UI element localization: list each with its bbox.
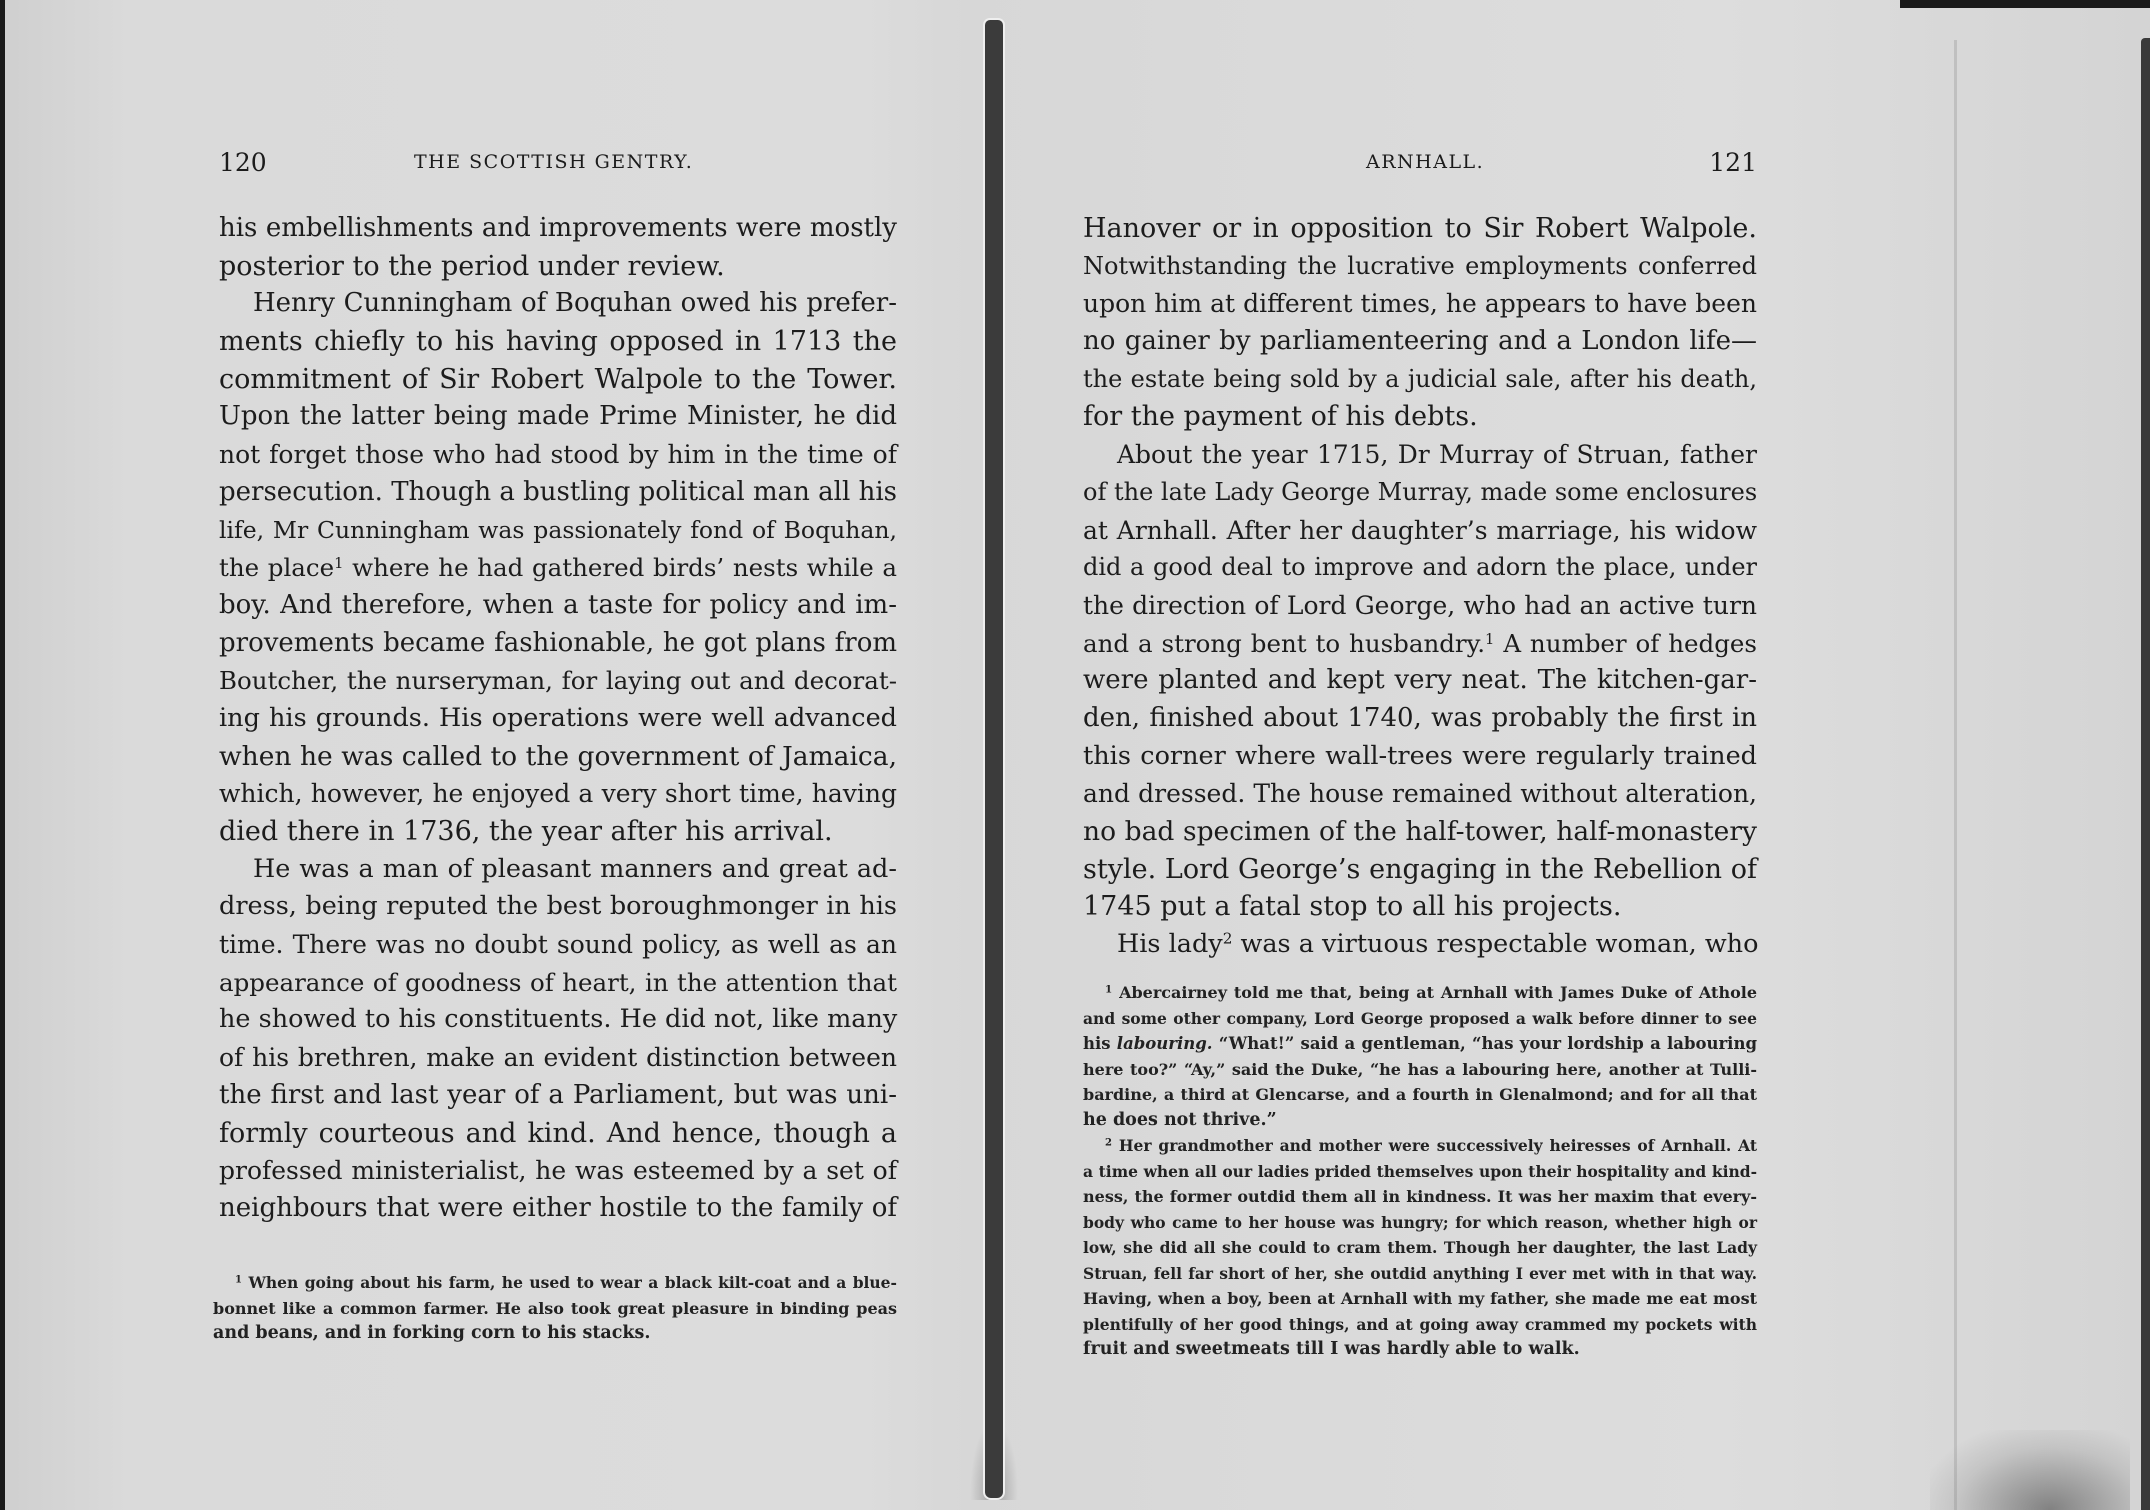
footnotes [1083, 980, 1757, 1363]
text-line [219, 1001, 897, 1039]
scan-right-edge [2141, 38, 2150, 1510]
text-line [219, 813, 897, 851]
text-line [1083, 512, 1757, 550]
line-text: the place [219, 553, 335, 583]
text-line [219, 964, 897, 1002]
text-line [1083, 888, 1757, 926]
footnote-line [1083, 980, 1757, 1006]
text-line [219, 1190, 897, 1228]
scan-top-edge [1900, 0, 2150, 8]
text-line [219, 625, 897, 663]
text-line [219, 323, 897, 361]
italic-text: labouring. [1116, 1034, 1213, 1053]
text-line [1083, 398, 1757, 436]
line-text: professed ministerialist, he was esteemed by a set of [219, 1156, 897, 1186]
footnote-reference: 1 [334, 555, 344, 573]
line-text: 1745 put a fatal stop to all his projects. [1083, 891, 1622, 923]
line-text: den, finished about 1740, was probably the first in [1083, 702, 1757, 733]
line-text: Having, when a boy, been at Arnhall with my father, she made me eat most [1083, 1289, 1757, 1308]
line-text: Boutcher, the nurseryman, for laying out and decorat- [219, 666, 897, 696]
book-gutter-divider [985, 20, 1003, 1498]
line-text: he showed to his constituents. He did not, like many [219, 1004, 898, 1035]
text-line [1083, 625, 1757, 663]
text-line [219, 1152, 897, 1190]
text-line [1083, 549, 1757, 587]
line-text: life, Mr Cunningham was passionately fond of Boquhan, [219, 515, 897, 544]
line-text: commitment of Sir Robert Walpole to the Tower. [219, 363, 897, 395]
scan-artifact-line [1954, 40, 1957, 1510]
line-text: when he was called to the government of Jamaica, [219, 740, 897, 772]
text-line [219, 210, 897, 248]
line-text: were planted and kept very neat. The kitchen-gar- [1083, 665, 1757, 696]
text-line [219, 361, 897, 399]
line-text: His lady [1117, 929, 1223, 960]
text-line [1083, 700, 1757, 738]
running-head-title: THE SCOTTISH GENTRY. [414, 151, 694, 173]
text-line [1083, 813, 1757, 851]
footnote-line [1083, 1235, 1757, 1261]
text-line [1083, 361, 1757, 399]
footnotes [213, 1270, 897, 1347]
line-text-continued: A number of hedges [1503, 628, 1757, 658]
line-text: bonnet like a common farmer. He also took great pleasure in binding peas [213, 1298, 897, 1318]
line-text: the direction of Lord George, who had an active turn [1083, 590, 1757, 620]
scan-smudge [1930, 1430, 2130, 1510]
line-text: no bad specimen of the half-tower, half-monastery [1083, 816, 1757, 847]
text-line [1083, 474, 1757, 512]
footnote-line [1083, 1312, 1757, 1338]
footnote-marker: 2 [1105, 1137, 1113, 1149]
footnote-line [1083, 1210, 1757, 1236]
text-line [1083, 662, 1757, 700]
line-text: which, however, he enjoyed a very short time, having [219, 779, 897, 809]
text-line [1083, 851, 1757, 889]
line-text: of the late Lady George Murray, made some enclosures [1083, 477, 1758, 506]
text-line [219, 248, 897, 286]
line-text: dress, being reputed the best boroughmonger in his [219, 891, 897, 922]
footnote-line [1083, 1082, 1757, 1108]
text-line [219, 662, 897, 700]
line-text: at Arnhall. After her daughter’s marriage, his widow [1083, 515, 1757, 545]
line-text: not forget those who had stood by him in the time of [219, 440, 897, 470]
footnote-line [1083, 1159, 1757, 1185]
line-text: Notwithstanding the lucrative employments conferred [1083, 251, 1757, 280]
line-text: formly courteous and kind. And hence, though a [219, 1117, 897, 1149]
line-text: style. Lord George’s engaging in the Rebellion of [1083, 853, 1757, 885]
text-line [1083, 587, 1757, 625]
line-text: persecution. Though a bustling political man all his [219, 476, 897, 507]
text-line [219, 1077, 897, 1115]
line-text: this corner where wall-trees were regularly trained [1083, 740, 1757, 771]
line-text: and some other company, Lord George proposed a walk before dinner to see [1083, 1008, 1757, 1028]
line-text: no gainer by parliamenteering and a London life— [1083, 326, 1757, 357]
body-text [1083, 210, 1757, 964]
line-text: and beans, and in forking corn to his stacks. [213, 1323, 651, 1343]
footnote-line [1083, 1057, 1757, 1083]
text-line [1083, 926, 1757, 964]
line-text: When going about his farm, he used to wear a black kilt-coat and a blue- [248, 1273, 897, 1292]
body-text [219, 210, 897, 1228]
running-head [1083, 148, 1757, 184]
line-text: the estate being sold by a judicial sale, after his death, [1083, 364, 1757, 393]
footnote-line [1083, 1337, 1757, 1363]
text-line [1083, 738, 1757, 776]
running-head-title: ARNHALL. [1366, 151, 1485, 173]
line-text: bardine, a third at Glencarse, and a fourth in Glenalmond; and for all that [1083, 1085, 1757, 1104]
line-text: ments chiefly to his having opposed in 1713 the [219, 326, 897, 358]
line-text-continued: was a virtuous respectable woman, who [1240, 929, 1759, 960]
page-number: 121 [1709, 148, 1757, 177]
line-text: ing his grounds. His operations were well advanced [219, 702, 897, 733]
footnote-line [213, 1270, 897, 1296]
footnote-line [1083, 1286, 1757, 1312]
text-line [219, 549, 897, 587]
line-text: did a good deal to improve and adorn the place, under [1083, 553, 1757, 582]
text-line [219, 512, 897, 550]
line-text: He was a man of pleasant manners and great ad- [253, 853, 897, 884]
line-text: appearance of goodness of heart, in the attention that [219, 967, 897, 997]
footnote-line [1083, 1031, 1757, 1057]
line-text: ness, the former outdid them all in kindness. It was her maxim that every- [1083, 1187, 1757, 1206]
line-text: died there in 1736, the year after his arrival. [219, 816, 833, 847]
text-line [219, 700, 897, 738]
text-line [219, 851, 897, 889]
text-line [1083, 285, 1757, 323]
line-text: plentifully of her good things, and at going away crammed my pockets with [1083, 1314, 1757, 1334]
text-line [219, 738, 897, 776]
page-number: 120 [219, 148, 267, 177]
scan-left-edge [0, 0, 5, 1510]
line-text: and dressed. The house remained without alteration, [1083, 779, 1757, 809]
line-text: Abercairney told me that, being at Arnhall with James Duke of Athole [1119, 983, 1757, 1002]
line-text: provements became fashionable, he got plans from [219, 627, 897, 658]
line-text: and a strong bent to husbandry. [1083, 628, 1486, 658]
line-text-continued: where he had gathered birds’ nests while a [352, 553, 897, 583]
line-text: of his brethren, make an evident distinction between [219, 1043, 897, 1073]
text-line [1083, 436, 1757, 474]
text-line [219, 587, 897, 625]
line-text: his embellishments and improvements were mostly [219, 213, 897, 243]
footnote-marker: 1 [1105, 983, 1113, 996]
footnote-reference: 2 [1222, 929, 1233, 948]
line-text: he does not thrive.” [1083, 1109, 1277, 1130]
line-text: his [1083, 1034, 1117, 1053]
text-line [1083, 775, 1757, 813]
line-text: Struan, fell far short of her, she outdid anything I ever met with in that way. [1083, 1263, 1757, 1283]
line-text: boy. And therefore, when a taste for policy and im- [219, 589, 897, 620]
footnote-reference: 1 [1485, 630, 1495, 648]
line-text: the first and last year of a Parliament, but was uni- [219, 1079, 897, 1110]
line-text: Upon the latter being made Prime Minister, he did [219, 401, 897, 432]
line-text: Hanover or in opposition to Sir Robert Walpole. [1083, 213, 1757, 244]
text-line [219, 285, 897, 323]
footnote-line [1083, 1108, 1757, 1134]
line-text: Henry Cunningham of Boquhan owed his prefer- [253, 288, 897, 319]
text-line [219, 775, 897, 813]
line-text: upon him at different times, he appears to have been [1083, 289, 1757, 319]
line-text: Her grandmother and mother were successively heiresses of Arnhall. At [1118, 1136, 1757, 1155]
line-text: body who came to her house was hungry; for which reason, whether high or [1083, 1212, 1757, 1232]
text-line [1083, 323, 1757, 361]
line-text: for the payment of his debts. [1083, 401, 1478, 433]
text-line [219, 888, 897, 926]
running-head [219, 148, 897, 184]
text-line [219, 436, 897, 474]
footnote-line [1083, 1184, 1757, 1210]
text-line [219, 398, 897, 436]
footnote-line [213, 1296, 897, 1322]
footnote-line [1083, 1261, 1757, 1287]
line-text: low, she did all she could to cram them. Though her daughter, the last Lady [1083, 1238, 1757, 1257]
text-line [219, 1039, 897, 1077]
line-text: posterior to the period under review. [219, 250, 725, 282]
text-line [1083, 248, 1757, 286]
footnote-line [213, 1321, 897, 1347]
text-line [219, 474, 897, 512]
line-text: a time when all our ladies prided themselves upon their hospitality and kind- [1083, 1161, 1757, 1181]
line-text: neighbours that were either hostile to the family of [219, 1192, 897, 1223]
line-text: About the year 1715, Dr Murray of Struan, father [1117, 440, 1757, 470]
footnote-marker: 1 [235, 1274, 243, 1286]
line-text-continued: “What!” said a gentleman, “has your lordship a labouring [1218, 1034, 1757, 1053]
footnote-line [1083, 1133, 1757, 1159]
line-text: time. There was no doubt sound policy, as well as an [219, 930, 897, 960]
line-text: fruit and sweetmeats till I was hardly able to walk. [1083, 1339, 1580, 1359]
text-line [219, 926, 897, 964]
text-line [219, 1115, 897, 1153]
text-line [1083, 210, 1757, 248]
footnote-line [1083, 1006, 1757, 1032]
line-text: here too?” “Ay,” said the Duke, “he has a labouring here, another at Tulli- [1083, 1059, 1757, 1079]
